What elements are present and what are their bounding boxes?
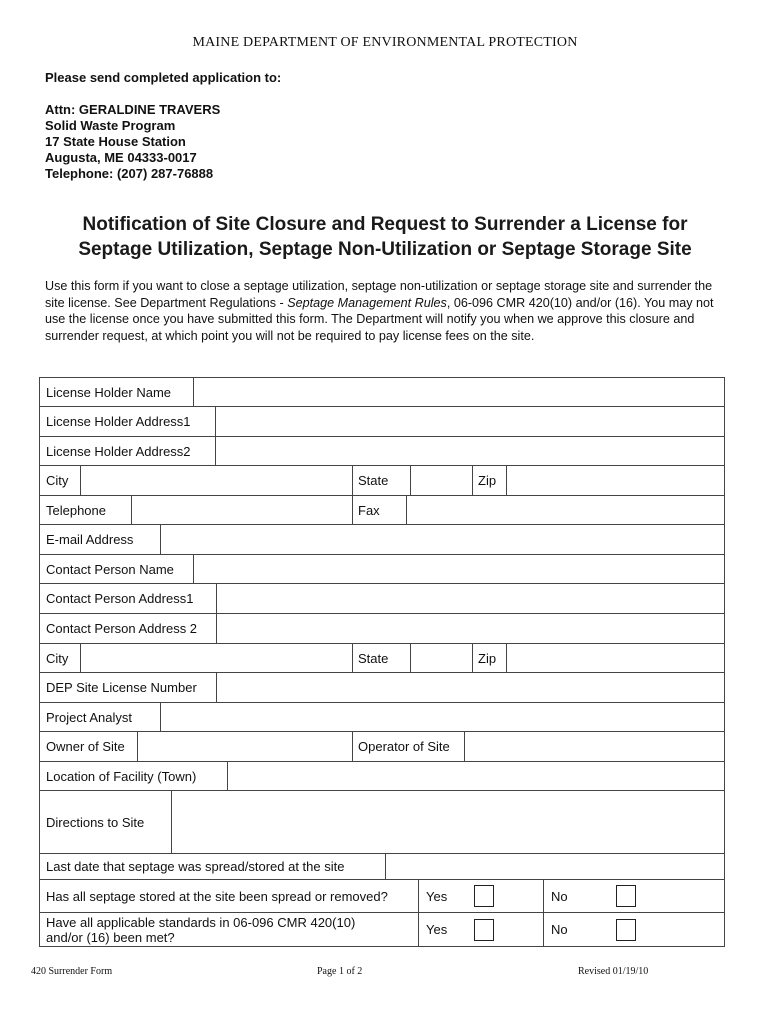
location-of-facility-label: Location of Facility (Town) <box>46 768 197 784</box>
zip-field[interactable] <box>506 466 724 495</box>
telephone-field[interactable] <box>131 496 352 524</box>
address-line: Attn: GERALDINE TRAVERS <box>45 102 221 117</box>
footer-revised-date: Revised 01/19/10 <box>578 966 649 977</box>
telephone-label: Telephone <box>46 502 106 518</box>
row-email <box>40 525 724 555</box>
contact-zip-field[interactable] <box>506 644 724 672</box>
form-title <box>0 212 770 262</box>
fax-label: Fax <box>358 502 380 518</box>
row-license-holder-address1 <box>40 407 724 437</box>
contact-city-field[interactable] <box>80 644 352 672</box>
intro-text: Use this form if you want to close a septage utilization, septage non-utilization or septage storage site and surrender the site license. See Department Regulations - <box>45 279 713 310</box>
row-license-holder-address2 <box>40 437 724 466</box>
location-of-facility-field[interactable] <box>227 762 724 790</box>
q1-yes-label: Yes <box>426 888 448 904</box>
owner-of-site-field[interactable] <box>137 732 352 761</box>
address-line: 17 State House Station <box>45 134 186 149</box>
address-line: Telephone: (207) 287-76888 <box>45 166 214 181</box>
q2-yes-checkbox[interactable] <box>474 919 494 941</box>
license-holder-address1-field[interactable] <box>215 407 724 436</box>
directions-to-site-label: Directions to Site <box>46 814 145 830</box>
fax-field[interactable] <box>406 496 724 524</box>
mailing-address <box>45 102 220 182</box>
q2-no-label: No <box>551 922 568 937</box>
q1-yes-checkbox[interactable] <box>474 885 494 907</box>
contact-person-address1-field[interactable] <box>216 584 724 613</box>
last-date-spread-field[interactable] <box>385 854 724 879</box>
row-directions-to-site <box>40 791 724 854</box>
footer-form-name: 420 Surrender Form <box>31 966 113 977</box>
contact-person-address1-label: Contact Person Address1 <box>46 591 194 606</box>
row-license-holder-name <box>40 378 724 407</box>
address-line: Augusta, ME 04333-0017 <box>45 150 197 165</box>
license-holder-address1-label: License Holder Address1 <box>46 414 191 429</box>
q1-no-label: No <box>551 888 568 904</box>
row-question-standards-met <box>40 913 724 946</box>
q1-no-checkbox[interactable] <box>616 885 636 907</box>
zip-label: Zip <box>478 473 497 488</box>
application-form <box>39 377 725 947</box>
row-contact-person-address2 <box>40 614 724 644</box>
row-contact-city-state-zip <box>40 644 724 673</box>
license-holder-address2-field[interactable] <box>215 437 724 465</box>
row-contact-person-address1 <box>40 584 724 614</box>
question-spread-removed-label: Has all septage stored at the site been spread or removed? <box>46 888 388 904</box>
license-holder-name-label: License Holder Name <box>46 384 172 400</box>
contact-person-name-label: Contact Person Name <box>46 561 174 577</box>
city-label: City <box>46 473 69 488</box>
dep-site-license-number-label: DEP Site License Number <box>46 680 197 695</box>
title-line: Septage Utilization, Septage Non-Utilization or Septage Storage Site <box>78 239 692 260</box>
row-telephone-fax <box>40 496 724 525</box>
owner-of-site-label: Owner of Site <box>46 739 125 754</box>
contact-state-label: State <box>358 650 389 666</box>
contact-person-address2-field[interactable] <box>216 614 724 643</box>
row-owner-operator <box>40 732 724 762</box>
email-field[interactable] <box>160 525 724 554</box>
q2-no-checkbox[interactable] <box>616 919 636 941</box>
send-instructions: Please send completed application to: <box>45 70 282 85</box>
email-label: E-mail Address <box>46 532 134 547</box>
license-holder-name-field[interactable] <box>193 378 724 406</box>
q2-yes-label: Yes <box>426 922 448 937</box>
project-analyst-label: Project Analyst <box>46 709 132 725</box>
row-location-of-facility <box>40 762 724 791</box>
contact-zip-label: Zip <box>478 650 497 666</box>
row-project-analyst <box>40 703 724 732</box>
row-last-date-spread <box>40 854 724 880</box>
footer-page-number: Page 1 of 2 <box>317 966 363 977</box>
operator-of-site-label: Operator of Site <box>358 739 450 754</box>
question-standards-met-label: Have all applicable standards in 06-096 CMR 420(10) and/or (16) been met? <box>46 914 356 945</box>
department-header: MAINE DEPARTMENT OF ENVIRONMENTAL PROTECTION <box>192 35 578 50</box>
title-line: Notification of Site Closure and Request to Surrender a License for <box>82 214 688 235</box>
address-line: Solid Waste Program <box>45 118 176 133</box>
row-dep-site-license-number <box>40 673 724 703</box>
last-date-spread-label: Last date that septage was spread/stored at the site <box>46 859 345 874</box>
operator-of-site-field[interactable] <box>464 732 724 761</box>
project-analyst-field[interactable] <box>160 703 724 731</box>
contact-person-address2-label: Contact Person Address 2 <box>46 621 198 636</box>
dep-site-license-number-field[interactable] <box>216 673 724 702</box>
contact-state-field[interactable] <box>410 644 472 672</box>
license-holder-address2-label: License Holder Address2 <box>46 443 191 459</box>
intro-paragraph <box>45 278 735 344</box>
directions-to-site-field[interactable] <box>171 791 724 853</box>
contact-city-label: City <box>46 650 69 666</box>
row-contact-person-name <box>40 555 724 584</box>
intro-regulation-title: Septage Management Rules <box>287 295 447 310</box>
contact-person-name-field[interactable] <box>193 555 724 583</box>
row-question-spread-removed <box>40 880 724 913</box>
state-field[interactable] <box>410 466 472 495</box>
intro-text-continued: , 06-096 CMR 420(10) and/or (16). You may not use the license once you have submitted this form. The Department will notify you when we approve this closure and surrender request, at which point you will not be required to pay license fees on the site. <box>45 295 714 343</box>
state-label: State <box>358 473 389 488</box>
city-field[interactable] <box>80 466 352 495</box>
row-city-state-zip <box>40 466 724 496</box>
